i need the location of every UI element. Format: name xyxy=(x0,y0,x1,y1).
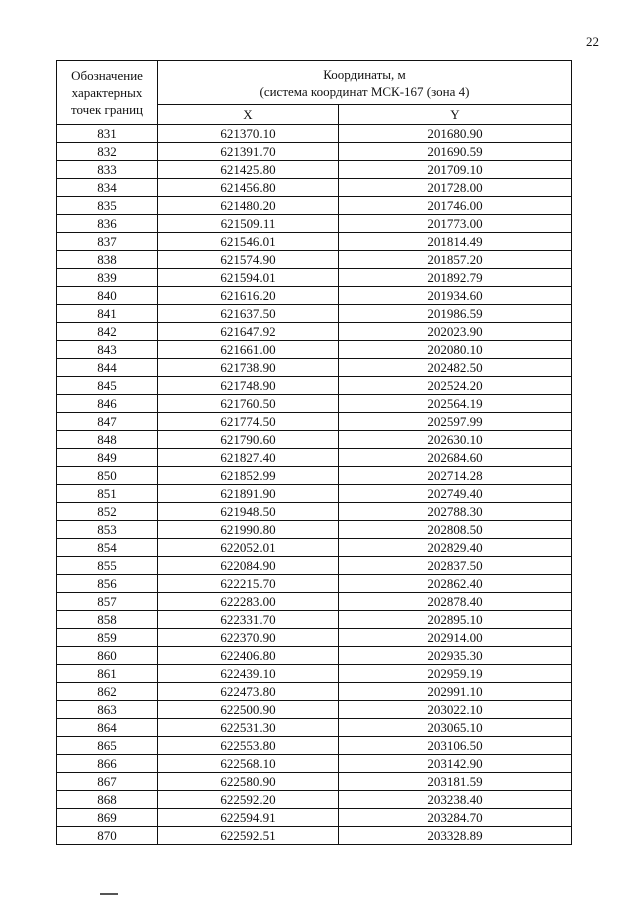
point-cell: 865 xyxy=(57,737,158,755)
y-cell: 202597.99 xyxy=(339,413,572,431)
x-cell: 621748.90 xyxy=(158,377,339,395)
x-cell: 621616.20 xyxy=(158,287,339,305)
x-cell: 621480.20 xyxy=(158,197,339,215)
y-cell: 201986.59 xyxy=(339,305,572,323)
table-row xyxy=(57,773,572,791)
table-row xyxy=(57,449,572,467)
table-row xyxy=(57,827,572,845)
x-cell: 621370.10 xyxy=(158,125,339,143)
x-cell: 622500.90 xyxy=(158,701,339,719)
y-cell: 203065.10 xyxy=(339,719,572,737)
y-cell: 202788.30 xyxy=(339,503,572,521)
point-cell: 831 xyxy=(57,125,158,143)
point-cell: 864 xyxy=(57,719,158,737)
point-cell: 858 xyxy=(57,611,158,629)
x-cell: 622594.91 xyxy=(158,809,339,827)
x-cell: 622531.30 xyxy=(158,719,339,737)
table-row xyxy=(57,269,572,287)
table-row xyxy=(57,413,572,431)
coordinates-table xyxy=(56,60,572,845)
x-cell: 621509.11 xyxy=(158,215,339,233)
point-cell: 853 xyxy=(57,521,158,539)
y-cell: 203106.50 xyxy=(339,737,572,755)
y-cell: 201746.00 xyxy=(339,197,572,215)
y-cell: 201857.20 xyxy=(339,251,572,269)
point-cell: 832 xyxy=(57,143,158,161)
y-cell: 203142.90 xyxy=(339,755,572,773)
point-header-line-1: Обозначение xyxy=(71,68,143,83)
x-cell: 622592.51 xyxy=(158,827,339,845)
table-row xyxy=(57,305,572,323)
point-cell: 867 xyxy=(57,773,158,791)
point-cell: 857 xyxy=(57,593,158,611)
x-cell: 621990.80 xyxy=(158,521,339,539)
y-cell: 202630.10 xyxy=(339,431,572,449)
point-cell: 852 xyxy=(57,503,158,521)
x-column-header: X xyxy=(158,105,339,125)
coordinates-header xyxy=(158,61,572,105)
point-cell: 840 xyxy=(57,287,158,305)
y-cell: 201773.00 xyxy=(339,215,572,233)
table-row xyxy=(57,143,572,161)
y-cell: 201728.00 xyxy=(339,179,572,197)
point-cell: 869 xyxy=(57,809,158,827)
y-cell: 201680.90 xyxy=(339,125,572,143)
table-row xyxy=(57,215,572,233)
table-row xyxy=(57,809,572,827)
table-row xyxy=(57,611,572,629)
x-cell: 622406.80 xyxy=(158,647,339,665)
y-cell: 202959.19 xyxy=(339,665,572,683)
y-cell: 203284.70 xyxy=(339,809,572,827)
x-cell: 622331.70 xyxy=(158,611,339,629)
x-cell: 622592.20 xyxy=(158,791,339,809)
x-cell: 621790.60 xyxy=(158,431,339,449)
table-row xyxy=(57,323,572,341)
point-cell: 863 xyxy=(57,701,158,719)
y-cell: 201690.59 xyxy=(339,143,572,161)
table-row xyxy=(57,197,572,215)
x-cell: 621760.50 xyxy=(158,395,339,413)
point-cell: 844 xyxy=(57,359,158,377)
x-cell: 621546.01 xyxy=(158,233,339,251)
point-cell: 850 xyxy=(57,467,158,485)
y-cell: 202829.40 xyxy=(339,539,572,557)
point-cell: 861 xyxy=(57,665,158,683)
point-cell: 856 xyxy=(57,575,158,593)
point-cell: 870 xyxy=(57,827,158,845)
point-cell: 866 xyxy=(57,755,158,773)
point-header-line-3: точек границ xyxy=(70,102,144,117)
table-row xyxy=(57,233,572,251)
x-cell: 622052.01 xyxy=(158,539,339,557)
coordinates-header-line-1: Координаты, м xyxy=(323,66,406,82)
point-cell: 848 xyxy=(57,431,158,449)
x-cell: 621574.90 xyxy=(158,251,339,269)
point-cell: 842 xyxy=(57,323,158,341)
point-cell: 838 xyxy=(57,251,158,269)
table-row xyxy=(57,629,572,647)
x-cell: 621738.90 xyxy=(158,359,339,377)
footer-mark xyxy=(100,893,118,895)
x-cell: 621827.40 xyxy=(158,449,339,467)
x-cell: 621774.50 xyxy=(158,413,339,431)
x-cell: 622568.10 xyxy=(158,755,339,773)
point-cell: 835 xyxy=(57,197,158,215)
x-cell: 621637.50 xyxy=(158,305,339,323)
x-cell: 621891.90 xyxy=(158,485,339,503)
y-cell: 201709.10 xyxy=(339,161,572,179)
point-cell: 851 xyxy=(57,485,158,503)
y-cell: 202714.28 xyxy=(339,467,572,485)
table-row xyxy=(57,503,572,521)
y-cell: 202080.10 xyxy=(339,341,572,359)
y-cell: 202914.00 xyxy=(339,629,572,647)
point-cell: 855 xyxy=(57,557,158,575)
y-cell: 202895.10 xyxy=(339,611,572,629)
x-cell: 622439.10 xyxy=(158,665,339,683)
table-row xyxy=(57,287,572,305)
y-cell: 202991.10 xyxy=(339,683,572,701)
table-row xyxy=(57,683,572,701)
x-cell: 621647.92 xyxy=(158,323,339,341)
table-row xyxy=(57,467,572,485)
y-cell: 202935.30 xyxy=(339,647,572,665)
coordinates-header-line-2: (система координат МСК-167 (зона 4) xyxy=(259,83,470,99)
point-cell: 849 xyxy=(57,449,158,467)
table-row xyxy=(57,395,572,413)
x-cell: 622580.90 xyxy=(158,773,339,791)
y-cell: 202023.90 xyxy=(339,323,572,341)
x-cell: 622283.00 xyxy=(158,593,339,611)
coordinates-table-body xyxy=(57,125,572,845)
x-cell: 621594.01 xyxy=(158,269,339,287)
table-row xyxy=(57,575,572,593)
x-cell: 621391.70 xyxy=(158,143,339,161)
point-cell: 836 xyxy=(57,215,158,233)
y-cell: 201814.49 xyxy=(339,233,572,251)
point-designation-header xyxy=(57,61,158,125)
y-cell: 203328.89 xyxy=(339,827,572,845)
x-cell: 622084.90 xyxy=(158,557,339,575)
table-row xyxy=(57,647,572,665)
page-number: 22 xyxy=(586,34,599,49)
x-cell: 621852.99 xyxy=(158,467,339,485)
point-cell: 859 xyxy=(57,629,158,647)
y-cell: 201934.60 xyxy=(339,287,572,305)
y-cell: 202878.40 xyxy=(339,593,572,611)
point-cell: 854 xyxy=(57,539,158,557)
table-row xyxy=(57,377,572,395)
table-row xyxy=(57,593,572,611)
y-cell: 202862.40 xyxy=(339,575,572,593)
y-cell: 203181.59 xyxy=(339,773,572,791)
y-column-header: Y xyxy=(339,105,572,125)
x-cell: 622553.80 xyxy=(158,737,339,755)
table-row xyxy=(57,665,572,683)
x-cell: 621661.00 xyxy=(158,341,339,359)
point-cell: 845 xyxy=(57,377,158,395)
point-cell: 839 xyxy=(57,269,158,287)
x-cell: 622370.90 xyxy=(158,629,339,647)
table-row xyxy=(57,161,572,179)
y-cell: 202482.50 xyxy=(339,359,572,377)
x-cell: 622473.80 xyxy=(158,683,339,701)
point-cell: 841 xyxy=(57,305,158,323)
point-cell: 837 xyxy=(57,233,158,251)
point-cell: 833 xyxy=(57,161,158,179)
table-row xyxy=(57,737,572,755)
y-cell: 203022.10 xyxy=(339,701,572,719)
x-cell: 621456.80 xyxy=(158,179,339,197)
point-cell: 834 xyxy=(57,179,158,197)
x-cell: 621948.50 xyxy=(158,503,339,521)
y-cell: 202564.19 xyxy=(339,395,572,413)
y-cell: 202808.50 xyxy=(339,521,572,539)
table-row xyxy=(57,701,572,719)
y-cell: 202684.60 xyxy=(339,449,572,467)
point-header-line-2: характерных xyxy=(71,85,143,100)
y-cell: 202749.40 xyxy=(339,485,572,503)
table-row xyxy=(57,431,572,449)
y-cell: 201892.79 xyxy=(339,269,572,287)
table-row xyxy=(57,251,572,269)
point-cell: 868 xyxy=(57,791,158,809)
x-cell: 622215.70 xyxy=(158,575,339,593)
table-row xyxy=(57,755,572,773)
y-cell: 202524.20 xyxy=(339,377,572,395)
table-row xyxy=(57,539,572,557)
x-cell: 621425.80 xyxy=(158,161,339,179)
y-cell: 203238.40 xyxy=(339,791,572,809)
table-row xyxy=(57,521,572,539)
table-row xyxy=(57,179,572,197)
table-row xyxy=(57,485,572,503)
table-row xyxy=(57,791,572,809)
table-row xyxy=(57,125,572,143)
table-row xyxy=(57,557,572,575)
point-cell: 843 xyxy=(57,341,158,359)
point-cell: 862 xyxy=(57,683,158,701)
point-cell: 860 xyxy=(57,647,158,665)
table-row xyxy=(57,719,572,737)
y-cell: 202837.50 xyxy=(339,557,572,575)
table-row xyxy=(57,341,572,359)
point-cell: 847 xyxy=(57,413,158,431)
point-cell: 846 xyxy=(57,395,158,413)
table-row xyxy=(57,359,572,377)
